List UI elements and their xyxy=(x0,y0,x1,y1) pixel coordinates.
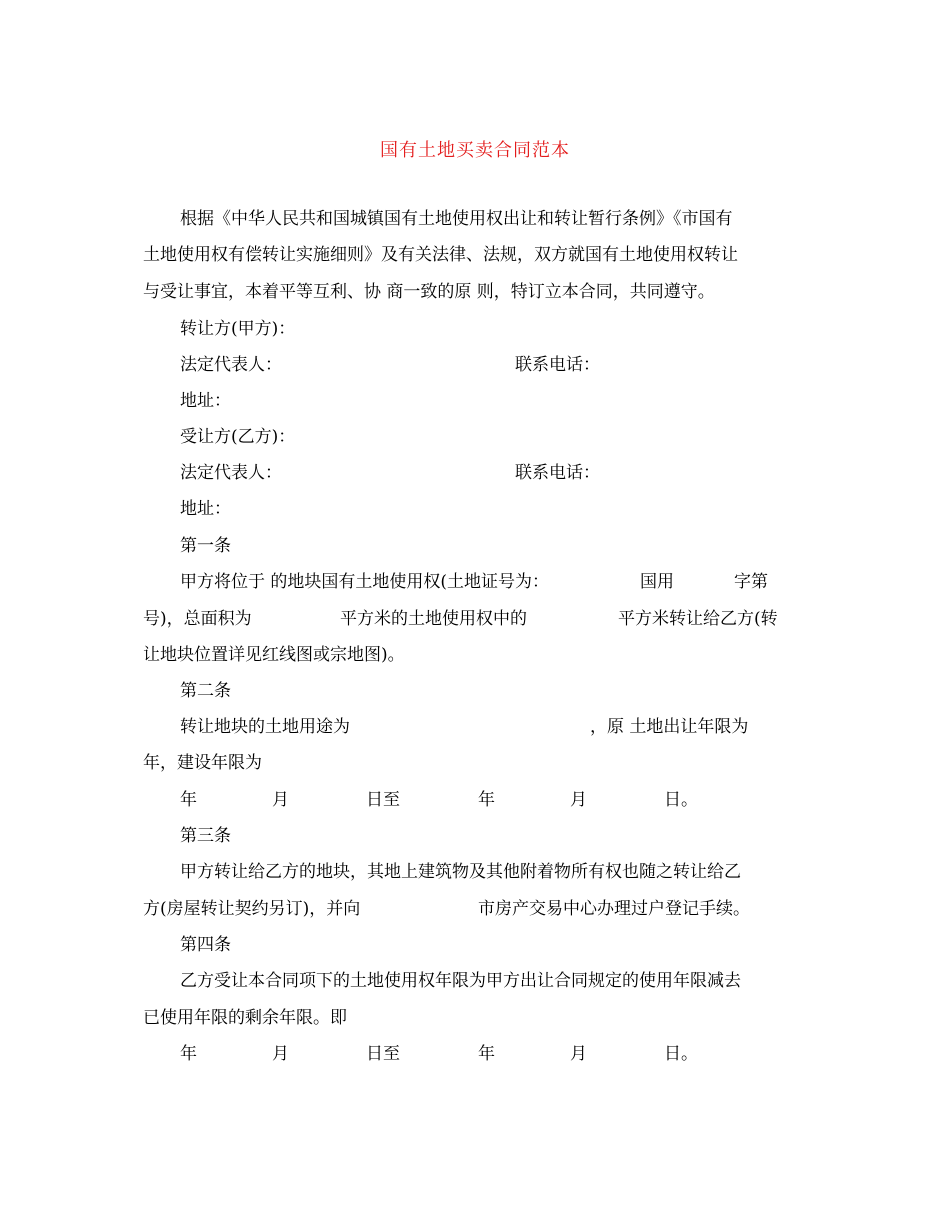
article-3-line-1: 甲方转让给乙方的地块，其地上建筑物及其他附着物所有权也随之转让给乙 xyxy=(180,862,741,882)
article-2-line-2: 年，建设年限为 xyxy=(143,753,262,773)
article-4-date-year-1: 年 xyxy=(180,1044,197,1064)
article-1-line-1a: 甲方将位于 的地块国有土地使用权(土地证号为： xyxy=(180,572,550,592)
document-title: 国有土地买卖合同范本 xyxy=(380,140,570,161)
transferor-label: 转让方(甲方)： xyxy=(180,319,296,339)
article-1-line-2b: 平方米的土地使用权中的 xyxy=(340,609,527,629)
article-3-line-2b: 市房产交易中心办理过户登记手续。 xyxy=(478,899,750,919)
transferor-legal-rep-label: 法定代表人： xyxy=(180,355,282,375)
article-2-date-day-to: 日至 xyxy=(366,790,400,810)
article-4-date-month-1: 月 xyxy=(272,1044,289,1064)
article-2-date-day-2: 日。 xyxy=(664,790,698,810)
article-1-line-1c: 字第 xyxy=(734,572,768,592)
intro-line-3: 与受让事宜，本着平等互利、协 商一致的原 则，特订立本合同，共同遵守。 xyxy=(143,282,715,302)
article-1-heading: 第一条 xyxy=(180,536,231,556)
transferor-address-label: 地址： xyxy=(180,391,231,411)
article-2-line-1a: 转让地块的土地用途为 xyxy=(180,717,350,737)
transferee-phone-label: 联系电话： xyxy=(515,463,600,483)
transferor-phone-label: 联系电话： xyxy=(515,355,600,375)
article-4-date-year-2: 年 xyxy=(478,1044,495,1064)
article-2-date-year-2: 年 xyxy=(478,790,495,810)
article-2-heading: 第二条 xyxy=(180,681,231,701)
article-2-date-month-1: 月 xyxy=(272,790,289,810)
article-1-line-2c: 平方米转让给乙方(转 xyxy=(618,609,778,629)
article-4-date-day-2: 日。 xyxy=(664,1044,698,1064)
article-4-line-1: 乙方受让本合同项下的土地使用权年限为甲方出让合同规定的使用年限减去 xyxy=(180,971,741,991)
intro-line-2: 土地使用权有偿转让实施细则》及有关法律、法规，双方就国有土地使用权转让 xyxy=(143,245,738,265)
article-1-line-3: 让地块位置详见红线图或宗地图)。 xyxy=(143,645,405,665)
article-1-line-1b: 国用 xyxy=(640,572,674,592)
intro-line-1: 根据《中华人民共和国城镇国有土地使用权出让和转让暂行条例》《市国有 xyxy=(180,209,733,229)
article-1-line-2a: 号)，总面积为 xyxy=(143,609,252,629)
article-4-line-2: 已使用年限的剩余年限。即 xyxy=(143,1008,347,1028)
article-4-date-day-to: 日至 xyxy=(366,1044,400,1064)
article-2-line-1b: ，原 土地出让年限为 xyxy=(590,717,749,737)
transferee-label: 受让方(乙方)： xyxy=(180,427,296,447)
article-2-date-year-1: 年 xyxy=(180,790,197,810)
transferee-address-label: 地址： xyxy=(180,499,231,519)
article-2-date-month-2: 月 xyxy=(570,790,587,810)
transferee-legal-rep-label: 法定代表人： xyxy=(180,463,282,483)
article-3-heading: 第三条 xyxy=(180,826,231,846)
article-3-line-2a: 方(房屋转让契约另订)，并向 xyxy=(143,899,361,919)
article-4-heading: 第四条 xyxy=(180,935,231,955)
article-4-date-month-2: 月 xyxy=(570,1044,587,1064)
